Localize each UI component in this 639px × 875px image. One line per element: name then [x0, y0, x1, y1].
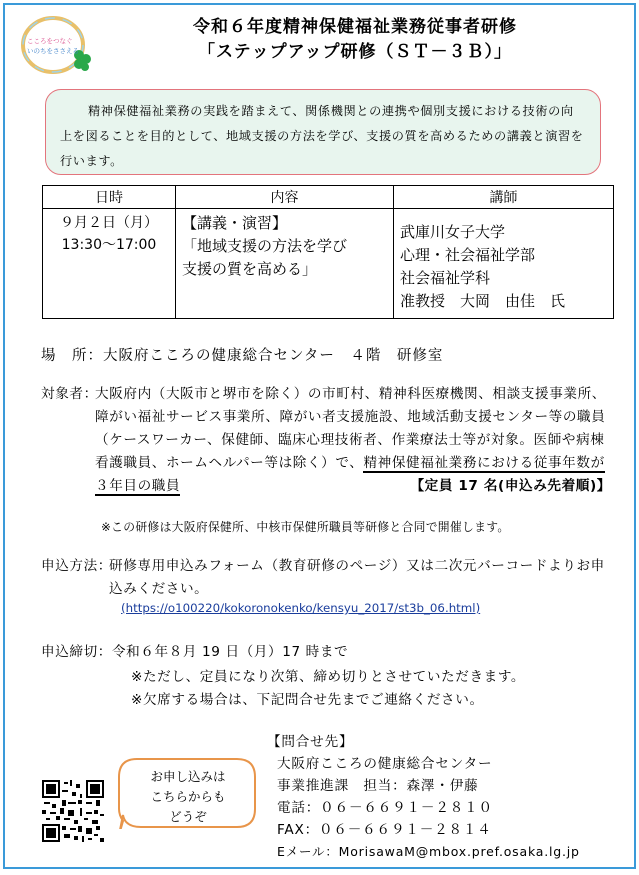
apply-text: 研修専用申込みフォーム（教育研修のページ）又は二次元バーコードよりお申込みください。 — [109, 558, 605, 597]
contact-tel: 電話：０６－６６９１－２８１０ — [277, 800, 493, 816]
cell-lecturer — [394, 209, 614, 319]
lecturer-line-4: 准教授 大岡 由佳 氏 — [400, 292, 566, 310]
joint-note: ※この研修は大阪府保健所、中核市保健所職員等研修と合同で開催します。 — [101, 520, 510, 534]
cell-datetime — [43, 209, 176, 319]
apply-label: 申込方法： — [41, 558, 112, 574]
svg-text:いのちをささえる: いのちをささえる — [27, 47, 79, 55]
title-line-1: 令和６年度精神保健福祉業務従事者研修 — [193, 17, 517, 37]
page-title — [115, 15, 595, 65]
contact-email[interactable]: Eメール：MorisawaM@mbox.pref.osaka.lg.jp — [277, 844, 580, 859]
schedule-header-row — [43, 186, 614, 209]
venue — [41, 344, 443, 365]
purpose-text: 精神保健福祉業務の実践を踏まえて、関係機関との連携や個別支援における技術の向上を図ることを目的として、地域支援の方法を学び、支援の質を高めるための講義と演習を行います。 — [60, 104, 584, 168]
time-text: 13:30～17:00 — [61, 237, 157, 253]
lecturer-line-3: 社会福祉学科 — [400, 269, 491, 287]
bubble-line-3: どうぞ — [169, 809, 207, 824]
lecturer-line-1: 武庫川女子大学 — [400, 223, 506, 241]
title-line-2: 「ステップアップ研修（ＳＴ－３Ｂ）」 — [198, 42, 512, 62]
contact-heading: 【問合せ先】 — [267, 734, 354, 750]
contact-org: 大阪府こころの健康総合センター — [277, 756, 493, 772]
content-line-3: 支援の質を高める」 — [182, 260, 318, 278]
deadline-note-1: ※ただし、定員になり次第、締め切りとさせていただきます。 — [131, 669, 526, 685]
header-lecturer: 講師 — [394, 186, 614, 209]
header-datetime: 日時 — [43, 186, 176, 209]
target-body — [95, 383, 611, 498]
venue-label: 場 所： — [41, 348, 103, 364]
target-text: 大阪府内（大阪市と堺市を除く）の市町村、精神科医療機関、相談支援事業所、障がい福祉サービス事業所、障がい者支援施設、地域活動支援センター等の職員（ケースワーカー、保健師、臨床心理技術者、作業療法士等が対象。医師や病棟看護職員、ホームヘルパー等は除く）で、 — [95, 386, 606, 471]
target-label: 対象者： — [41, 386, 98, 402]
schedule-row — [43, 209, 614, 319]
deadline-text: 令和６年８月 19 日（月）17 時まで — [111, 644, 349, 660]
contact-block — [267, 731, 580, 863]
lecturer-line-2: 心理・社会福祉学部 — [400, 246, 536, 264]
venue-text: 大阪府こころの健康総合センター ４階 研修室 — [103, 348, 444, 364]
bubble-text — [123, 767, 253, 827]
deadline-section — [41, 641, 611, 664]
qr-code[interactable] — [40, 778, 106, 844]
purpose-box — [45, 89, 601, 175]
bubble-line-1: お申し込みは — [150, 769, 226, 784]
apply-link[interactable]: (https://o100220/kokoronokenko/kensyu_2017/st3b_06.html) — [121, 601, 481, 615]
deadline-note-2: ※欠席する場合は、下記問合せ先までご連絡ください。 — [131, 692, 484, 708]
schedule-table — [42, 185, 614, 319]
bubble-line-2: こちらからも — [150, 789, 226, 804]
center-logo — [17, 15, 93, 75]
capacity-text: 【定員 17 名(申込み先着順)】 — [410, 478, 611, 494]
date-text: ９月２日（月） — [60, 215, 158, 231]
contact-fax: FAX：０６－６６９１－２８１４ — [277, 822, 492, 838]
target-underlined: 精神保健福祉業務における従事年数が３年目の職員 — [95, 455, 605, 494]
deadline-label: 申込締切： — [41, 644, 112, 660]
contact-dept: 事業推進課 担当：森澤・伊藤 — [277, 778, 479, 794]
content-line-1: 【講義・演習】 — [182, 214, 288, 232]
svg-text:こころをつなぐ: こころをつなぐ — [27, 37, 73, 45]
content-line-2: 「地域支援の方法を学び — [182, 237, 348, 255]
header-content: 内容 — [176, 186, 394, 209]
flyer-page — [3, 3, 636, 869]
cell-content — [176, 209, 394, 319]
apply-url[interactable] — [121, 601, 480, 615]
